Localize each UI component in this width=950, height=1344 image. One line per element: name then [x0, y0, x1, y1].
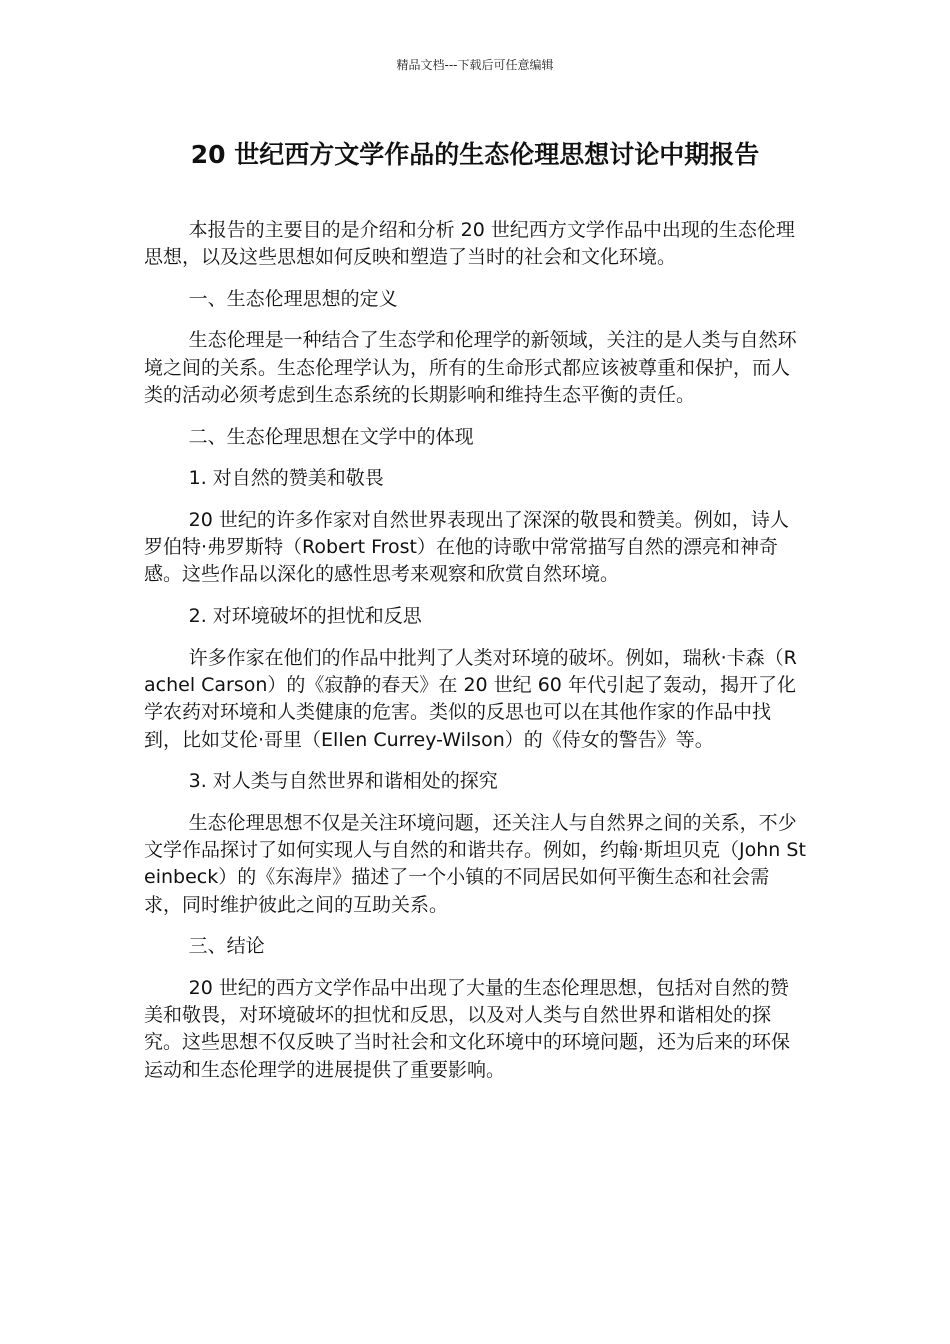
- header-note: 精品文档---下载后可任意编辑: [396, 58, 554, 72]
- document-title: 20 世纪西方文学作品的生态伦理思想讨论中期报告: [190, 140, 760, 169]
- environmental-concern-paragraph: 许多作家在他们的作品中批判了人类对环境的破坏。例如，瑞秋·卡森（Rachel Carson）的《寂静的春天》在 20 世纪 60 年代引起了轰动，揭开了化学农药对环境和人类健康的危害。类似的反思也可以在其他作家的作品中找到，比如艾伦·哥里（Ellen Currey-Wilson）的《侍女的警告》等。: [144, 646, 797, 751]
- conclusion-paragraph: 20 世纪的西方文学作品中出现了大量的生态伦理思想，包括对自然的赞美和敬畏，对环境破坏的担忧和反思，以及对人类与自然世界和谐相处的探究。这些思想不仅反映了当时社会和文化环境中的环境问题，还为后来的环保运动和生态伦理学的进展提供了重要影响。: [144, 976, 791, 1081]
- section-heading-definition: 一、生态伦理思想的定义: [188, 287, 398, 310]
- document-body: [144, 217, 806, 1098]
- definition-paragraph: 生态伦理是一种结合了生态学和伦理学的新领域，关注的是人类与自然环境之间的关系。生态伦理学认为，所有的生命形式都应该被尊重和保护，而人类的活动必须考虑到生态系统的长期影响和维持生态平衡的责任。: [144, 329, 797, 407]
- subheading-praise-nature: 1. 对自然的赞美和敬畏: [188, 467, 384, 490]
- intro-paragraph: 本报告的主要目的是介绍和分析 20 世纪西方文学作品中出现的生态伦理思想，以及这些思想如何反映和塑造了当时的社会和文化环境。: [144, 219, 795, 269]
- harmony-paragraph: 生态伦理思想不仅是关注环境问题，还关注人与自然界之间的关系，不少文学作品探讨了如何实现人与自然的和谐共存。例如，约翰·斯坦贝克（John Steinbeck）的《东海岸》描述了一个小镇的不同居民如何平衡生态和社会需求，同时维护彼此之间的互助关系。: [144, 811, 806, 916]
- subheading-harmony: 3. 对人类与自然世界和谐相处的探究: [188, 770, 498, 793]
- section-heading-literature: 二、生态伦理思想在文学中的体现: [188, 425, 474, 448]
- praise-nature-paragraph: 20 世纪的许多作家对自然世界表现出了深深的敬畏和赞美。例如，诗人罗伯特·弗罗斯特（Robert Frost）在他的诗歌中常常描写自然的漂亮和神奇感。这些作品以深化的感性思考来观察和欣赏自然环境。: [144, 508, 789, 586]
- section-heading-conclusion: 三、结论: [188, 935, 265, 958]
- subheading-environmental-concern: 2. 对环境破坏的担忧和反思: [188, 605, 422, 628]
